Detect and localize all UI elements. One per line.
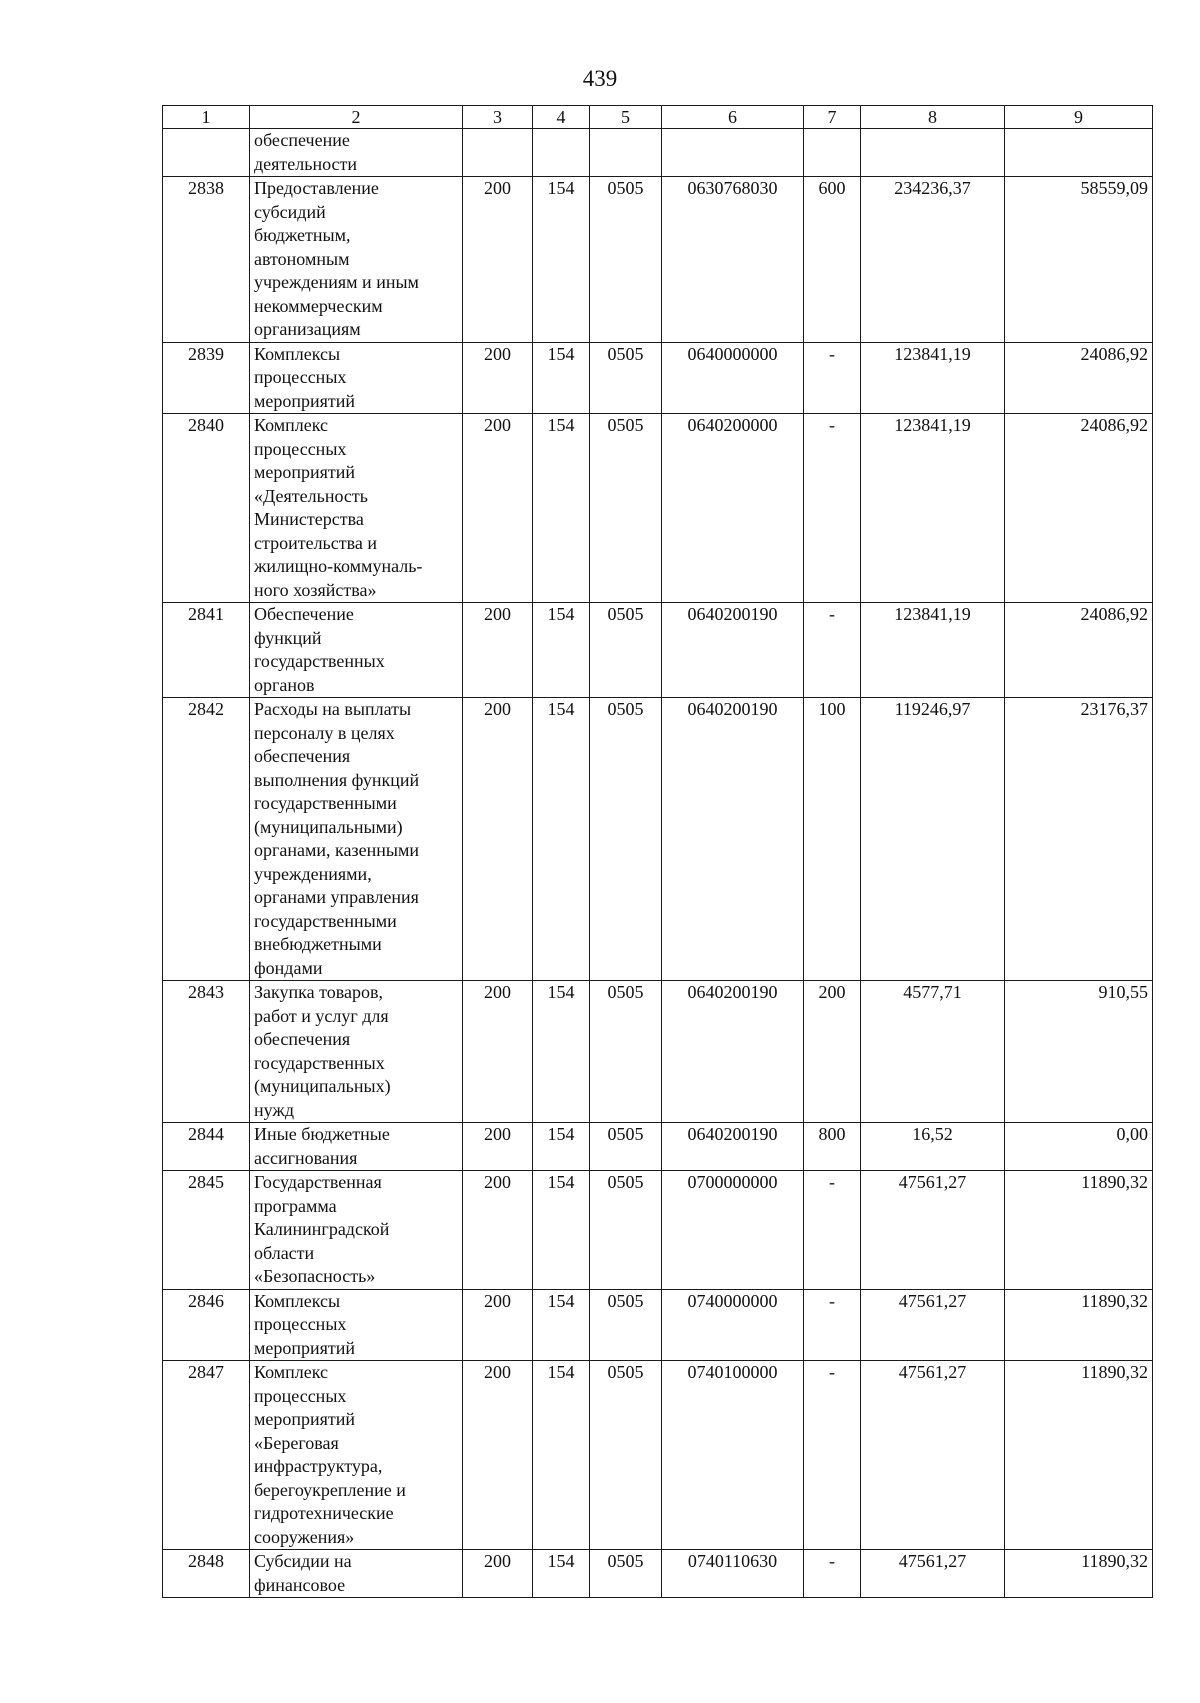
code-cell: - [804, 603, 861, 698]
row-number-cell: 2843 [163, 981, 250, 1123]
amount-cell [861, 129, 1005, 177]
code-cell: 154 [533, 177, 590, 343]
column-header: 7 [804, 106, 861, 129]
code-cell: 0640200000 [662, 414, 804, 603]
column-header: 9 [1005, 106, 1153, 129]
row-number-cell: 2839 [163, 342, 250, 414]
code-cell: 154 [533, 603, 590, 698]
code-cell: 200 [463, 1550, 533, 1598]
column-header: 5 [590, 106, 662, 129]
code-cell: 0640200190 [662, 981, 804, 1123]
code-cell: 0505 [590, 177, 662, 343]
code-cell [662, 129, 804, 177]
amount-cell: 123841,19 [861, 603, 1005, 698]
row-number-cell: 2842 [163, 698, 250, 981]
code-cell: 0700000000 [662, 1171, 804, 1290]
code-cell: 800 [804, 1123, 861, 1171]
row-number-cell: 2848 [163, 1550, 250, 1598]
code-cell: 154 [533, 698, 590, 981]
table-body [163, 129, 1153, 1598]
page-number: 439 [582, 66, 618, 91]
code-cell: 0505 [590, 1361, 662, 1550]
amount-cell: 11890,32 [1005, 1289, 1153, 1361]
code-cell: 200 [804, 981, 861, 1123]
name-cell: Государственная программа Калининградской области «Безопасность» [250, 1171, 463, 1290]
name-cell: Предоставление субсидий бюджетным, автономным учреждениям и иным некоммерческим организациям [250, 177, 463, 343]
code-cell: 0505 [590, 981, 662, 1123]
amount-cell: 47561,27 [861, 1171, 1005, 1290]
code-cell: 0505 [590, 698, 662, 981]
amount-cell: 24086,92 [1005, 342, 1153, 414]
name-cell: Комплекс процессных мероприятий «Деятельность Министерства строительства и жилищно-коммуналь- ного хозяйства» [250, 414, 463, 603]
code-cell: 0740000000 [662, 1289, 804, 1361]
column-header: 3 [463, 106, 533, 129]
row-number-cell: 2845 [163, 1171, 250, 1290]
name-cell: Закупка товаров, работ и услуг для обеспечения государственных (муниципальных) нужд [250, 981, 463, 1123]
code-cell: 154 [533, 981, 590, 1123]
code-cell [533, 129, 590, 177]
code-cell: 0640200190 [662, 603, 804, 698]
code-cell: 0505 [590, 603, 662, 698]
code-cell: 154 [533, 1171, 590, 1290]
row-number-cell: 2841 [163, 603, 250, 698]
code-cell: - [804, 1361, 861, 1550]
amount-cell: 4577,71 [861, 981, 1005, 1123]
code-cell: 0740110630 [662, 1550, 804, 1598]
column-header: 4 [533, 106, 590, 129]
code-cell: 0505 [590, 1171, 662, 1290]
code-cell: 100 [804, 698, 861, 981]
code-cell: 200 [463, 177, 533, 343]
amount-cell: 234236,37 [861, 177, 1005, 343]
code-cell: 154 [533, 1289, 590, 1361]
name-cell: Субсидии на финансовое [250, 1550, 463, 1598]
code-cell [804, 129, 861, 177]
amount-cell: 910,55 [1005, 981, 1153, 1123]
column-header: 8 [861, 106, 1005, 129]
name-cell: обеспечение деятельности [250, 129, 463, 177]
code-cell: 200 [463, 414, 533, 603]
amount-cell: 16,52 [861, 1123, 1005, 1171]
code-cell: - [804, 414, 861, 603]
name-cell: Иные бюджетные ассигнования [250, 1123, 463, 1171]
code-cell: - [804, 1289, 861, 1361]
code-cell: 0505 [590, 1123, 662, 1171]
table-row [163, 1289, 1153, 1361]
amount-cell: 123841,19 [861, 414, 1005, 603]
table-row [163, 1550, 1153, 1598]
code-cell: 200 [463, 981, 533, 1123]
code-cell: 0630768030 [662, 177, 804, 343]
code-cell: 0505 [590, 414, 662, 603]
code-cell: 200 [463, 342, 533, 414]
amount-cell: 47561,27 [861, 1550, 1005, 1598]
table-row [163, 177, 1153, 343]
amount-cell: 47561,27 [861, 1361, 1005, 1550]
row-number-cell: 2840 [163, 414, 250, 603]
name-cell: Расходы на выплаты персоналу в целях обеспечения выполнения функций государственными (муниципальными) органами, казенными учреждениями, органами управления государственными внебюджетными фондами [250, 698, 463, 981]
table-row [163, 603, 1153, 698]
code-cell [590, 129, 662, 177]
code-cell: 600 [804, 177, 861, 343]
code-cell: 0640200190 [662, 1123, 804, 1171]
code-cell: 154 [533, 1361, 590, 1550]
row-number-cell: 2846 [163, 1289, 250, 1361]
table-row [163, 1171, 1153, 1290]
row-number-cell: 2838 [163, 177, 250, 343]
row-number-cell: 2844 [163, 1123, 250, 1171]
amount-cell: 58559,09 [1005, 177, 1153, 343]
code-cell: 200 [463, 1171, 533, 1290]
table-row [163, 981, 1153, 1123]
amount-cell: 123841,19 [861, 342, 1005, 414]
column-header: 2 [250, 106, 463, 129]
table-row [163, 1361, 1153, 1550]
table-row [163, 414, 1153, 603]
code-cell: 200 [463, 1361, 533, 1550]
code-cell: 0505 [590, 342, 662, 414]
name-cell: Комплексы процессных мероприятий [250, 1289, 463, 1361]
code-cell: - [804, 1550, 861, 1598]
code-cell: 0505 [590, 1550, 662, 1598]
table-header [163, 106, 1153, 129]
column-header: 6 [662, 106, 804, 129]
amount-cell: 119246,97 [861, 698, 1005, 981]
code-cell: 0640000000 [662, 342, 804, 414]
name-cell: Обеспечение функций государственных органов [250, 603, 463, 698]
code-cell: 154 [533, 414, 590, 603]
code-cell: 200 [463, 698, 533, 981]
code-cell: - [804, 342, 861, 414]
budget-table [162, 105, 1153, 1598]
code-cell: 0740100000 [662, 1361, 804, 1550]
amount-cell [1005, 129, 1153, 177]
column-header: 1 [163, 106, 250, 129]
amount-cell: 11890,32 [1005, 1550, 1153, 1598]
code-cell: 200 [463, 603, 533, 698]
code-cell [463, 129, 533, 177]
code-cell: 200 [463, 1123, 533, 1171]
row-number-cell [163, 129, 250, 177]
code-cell: 200 [463, 1289, 533, 1361]
table-row [163, 698, 1153, 981]
code-cell: 0640200190 [662, 698, 804, 981]
table-row [163, 1123, 1153, 1171]
code-cell: - [804, 1171, 861, 1290]
table-row [163, 342, 1153, 414]
name-cell: Комплекс процессных мероприятий «Береговая инфраструктура, берегоукрепление и гидротехнические сооружения» [250, 1361, 463, 1550]
code-cell: 154 [533, 1550, 590, 1598]
amount-cell: 11890,32 [1005, 1171, 1153, 1290]
amount-cell: 11890,32 [1005, 1361, 1153, 1550]
amount-cell: 24086,92 [1005, 414, 1153, 603]
code-cell: 154 [533, 1123, 590, 1171]
code-cell: 154 [533, 342, 590, 414]
table-row [163, 129, 1153, 177]
amount-cell: 23176,37 [1005, 698, 1153, 981]
code-cell: 0505 [590, 1289, 662, 1361]
name-cell: Комплексы процессных мероприятий [250, 342, 463, 414]
amount-cell: 47561,27 [861, 1289, 1005, 1361]
amount-cell: 24086,92 [1005, 603, 1153, 698]
row-number-cell: 2847 [163, 1361, 250, 1550]
header-row [163, 106, 1153, 129]
amount-cell: 0,00 [1005, 1123, 1153, 1171]
